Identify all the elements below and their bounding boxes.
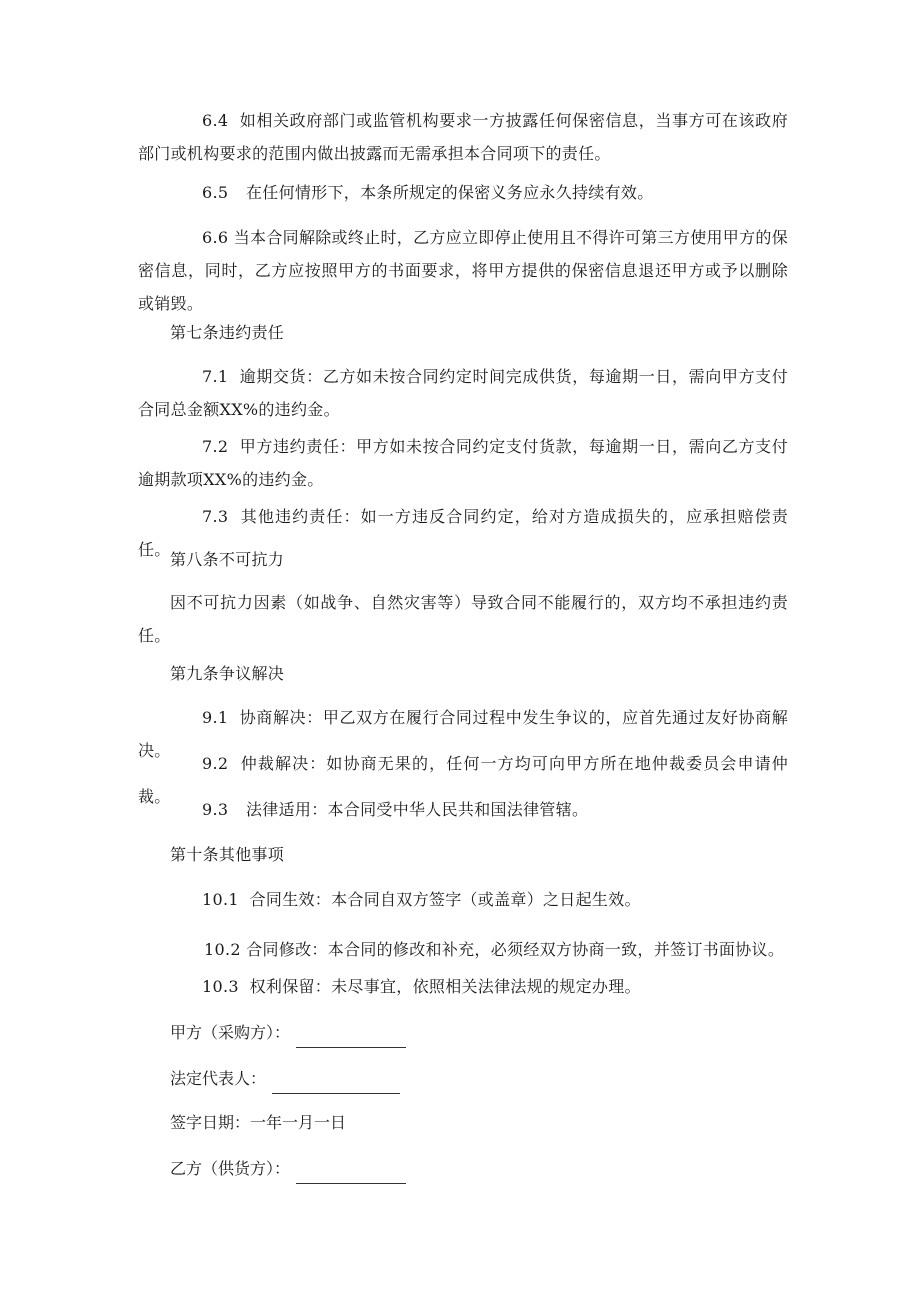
clause-number: 6.6 <box>202 228 229 247</box>
party-a-label: 甲方（采购方）： <box>170 1023 291 1042</box>
clause-number: 10.2 <box>204 940 241 959</box>
clause-7-2 <box>138 430 788 496</box>
clause-text: 如相关政府部门或监管机构要求一方披露任何保密信息，当事方可在该政府部门或机构要求的范围内做出披露而无需承担本合同项下的责任。 <box>138 111 788 163</box>
clause-text: 法律适用：本合同受中华人民共和国法律管辖。 <box>246 800 589 819</box>
section-heading-7: 第七条违约责任 <box>170 323 285 342</box>
clause-number: 6.5 <box>202 183 229 202</box>
party-a-blank-line <box>296 1027 406 1048</box>
clause-number: 9.3 <box>202 800 229 819</box>
clause-6-4 <box>138 104 788 170</box>
clause-text: 合同修改：本合同的修改和补充，必须经双方协商一致，并签订书面协议。 <box>246 940 785 959</box>
legal-rep-signature <box>170 1064 400 1094</box>
clause-text: 逾期交货：乙方如未按合同约定时间完成供货，每逾期一日，需向甲方支付合同总金额XX%的违约金。 <box>138 367 788 419</box>
clause-6-6 <box>138 221 788 320</box>
clause-text: 合同生效：本合同自双方签字（或盖章）之日起生效。 <box>249 890 641 909</box>
clause-10-2 <box>140 933 790 966</box>
clause-text: 当本合同解除或终止时，乙方应立即停止使用且不得许可第三方使用甲方的保密信息，同时，乙方应按照甲方的书面要求，将甲方提供的保密信息退还甲方或予以删除或销毁。 <box>138 228 788 313</box>
party-a-signature <box>170 1018 406 1048</box>
legal-rep-label: 法定代表人： <box>170 1069 267 1088</box>
party-b-signature <box>170 1154 406 1184</box>
party-b-label: 乙方（供货方）： <box>170 1159 291 1178</box>
clause-number: 10.1 <box>202 890 239 909</box>
clause-text: 其他违约责任：如一方违反合同约定，给对方造成损失的，应承担赔偿责任。 <box>138 507 788 559</box>
clause-text: 权利保留：未尽事宜，依照相关法律法规的规定办理。 <box>249 977 641 996</box>
clause-text: 仲裁解决：如协商无果的，任何一方均可向甲方所在地仲裁委员会申请仲裁。 <box>138 754 788 806</box>
clause-number: 7.3 <box>202 507 229 526</box>
section-heading-9: 第九条争议解决 <box>170 664 285 683</box>
clause-text: 协商解决：甲乙双方在履行合同过程中发生争议的，应首先通过友好协商解决。 <box>138 708 788 760</box>
clause-6-5 <box>138 176 788 209</box>
clause-10-1 <box>138 883 788 916</box>
clause-number: 6.4 <box>202 111 229 130</box>
clause-number: 9.1 <box>202 708 229 727</box>
clause-text: 甲方违约责任：甲方如未按合同约定支付货款，每逾期一日，需向乙方支付逾期款项XX%的违约金。 <box>138 437 788 489</box>
party-b-blank-line <box>296 1163 406 1184</box>
clause-number: 7.2 <box>202 437 229 456</box>
section-heading-10: 第十条其他事项 <box>170 845 285 864</box>
clause-9-3 <box>138 793 788 826</box>
clause-7-1 <box>138 360 788 426</box>
clause-8: 因不可抗力因素（如战争、自然灾害等）导致合同不能履行的，双方均不承担违约责任。 <box>138 593 788 645</box>
clause-number: 10.3 <box>202 977 239 996</box>
clause-10-3 <box>138 970 788 1003</box>
clause-number: 9.2 <box>202 754 229 773</box>
clause-text: 在任何情形下，本条所规定的保密义务应永久持续有效。 <box>246 183 654 202</box>
sign-date: 签字日期：一年一月一日 <box>170 1113 347 1132</box>
clause-number: 7.1 <box>202 367 229 386</box>
legal-rep-blank-line <box>272 1073 400 1094</box>
section-heading-8: 第八条不可抗力 <box>170 550 285 569</box>
